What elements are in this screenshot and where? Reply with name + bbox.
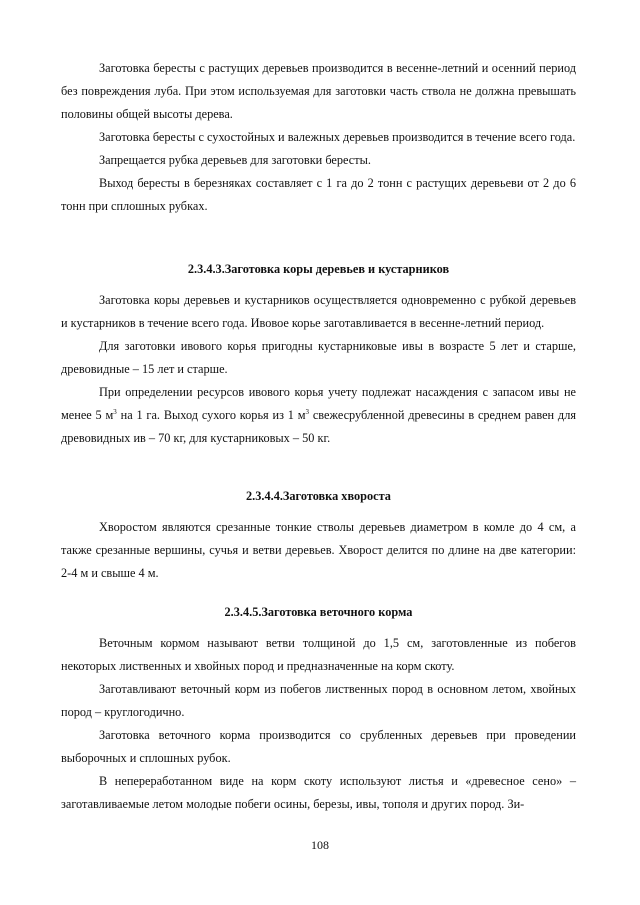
text-run: При определении ресурсов ивового корья учету подлежат насаждения с запасом ивы не менее 5 м [61, 385, 576, 422]
paragraph: Заготовка веточного корма производится со срубленных деревьев при проведении выборочных и сплошных рубок. [61, 728, 576, 765]
superscript: 3 [305, 408, 310, 416]
paragraph: Заготовка коры деревьев и кустарников осуществляется одновременно с рубкой деревьев и кустарников в течение всего года. Ивовое корье заготавливается в весенне-летний период. [61, 293, 576, 330]
text-run: на 1 га. Выход сухого корья из 1 м [116, 408, 306, 422]
paragraph: Запрещается рубка деревьев для заготовки бересты. [99, 153, 371, 167]
section-bark-harvest [61, 258, 576, 450]
text-run: свежесрубленной древесины в среднем равен для древовидных ив – 70 кг, для кустарниковых – 50 кг. [61, 408, 576, 445]
section-heading: 2.3.4.3.Заготовка коры деревьев и кустарников [187, 262, 450, 276]
paragraph: В непереработанном виде на корм скоту используют листья и «древесное сено» – заготавливаемые летом молодые побеги осины, березы, ивы, тополя и других пород. Зи- [61, 774, 576, 811]
paragraph: Для заготовки ивового корья пригодны кустарниковые ивы в возрасте 5 лет и старше, древовидные – 15 лет и старше. [61, 339, 576, 376]
paragraph: Хворостом являются срезанные тонкие стволы деревьев диаметром в комле до 4 см, а также срезанные вершины, сучья и ветви деревьев. Хворост делится по длине на две категории: 2-4 м и свыше 4 м. [61, 520, 576, 580]
paragraph: Заготовка бересты с сухостойных и валежных деревьев производится в течение всего года. [99, 130, 576, 144]
section-bark-intro [61, 57, 576, 218]
paragraph: Заготавливают веточный корм из побегов лиственных пород в основном летом, хвойных пород – круглогодично. [61, 682, 576, 719]
paragraph: Выход бересты в березняках составляет с 1 га до 2 тонн с растущих деревьеви от 2 до 6 тонн при сплошных рубках. [61, 176, 576, 213]
paragraph: Веточным кормом называют ветви толщиной до 1,5 см, заготовленные из побегов некоторых лиственных и хвойных пород и предназначенные на корм скоту. [61, 636, 576, 673]
section-heading: 2.3.4.4.Заготовка хвороста [246, 489, 391, 503]
section-branch-fodder [61, 601, 576, 816]
paragraph [61, 381, 576, 450]
section-heading: 2.3.4.5.Заготовка веточного корма [224, 605, 413, 619]
section-brushwood [61, 485, 576, 585]
superscript: 3 [113, 408, 117, 416]
page-number: 108 [311, 838, 329, 852]
paragraph: Заготовка бересты с растущих деревьев производится в весенне-летний и осенний период без повреждения луба. При этом используемая для заготовки часть ствола не должна превышать половины общей высоты дерева. [61, 61, 576, 121]
